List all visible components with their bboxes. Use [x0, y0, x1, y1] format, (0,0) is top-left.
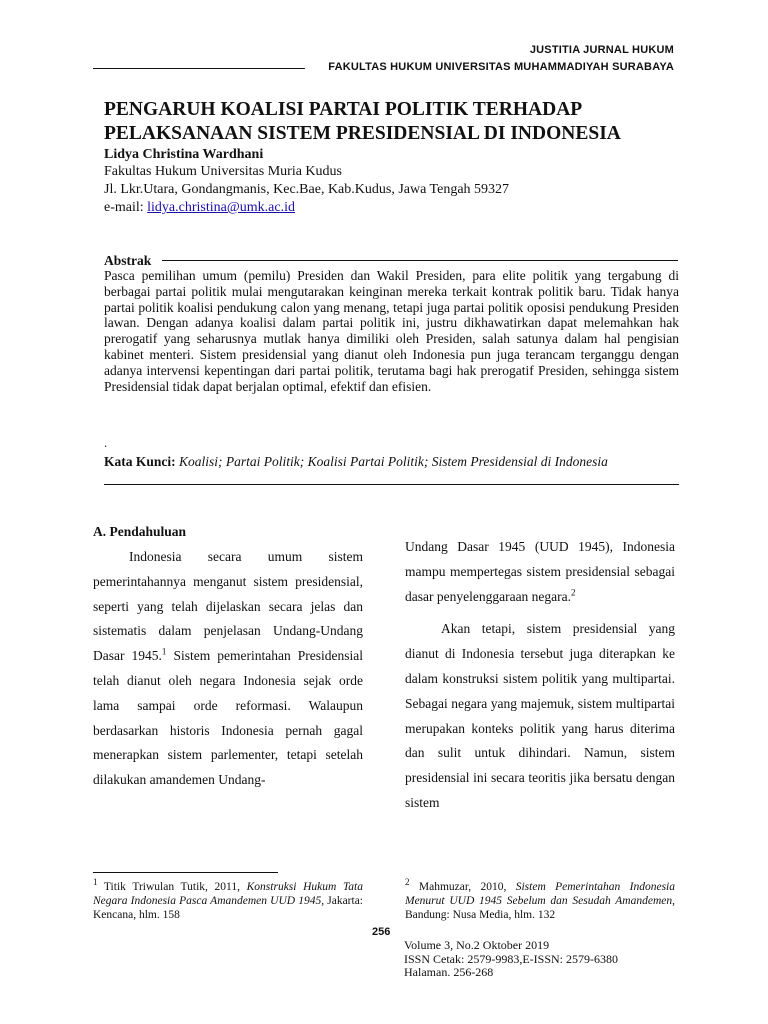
abstract-rule — [162, 260, 678, 261]
left-paragraph-cont: Sistem pemerintahan Presidensial telah dianut oleh negara Indonesia sejak orde lama sampai orde reformasi. Walaupun berdasarkan historis Indonesia pernah gagal menerapkan sistem parlementer, tetapi setelah dilakukan amandemen Undang- — [93, 648, 363, 788]
keywords — [104, 454, 608, 470]
right-paragraph-2: Akan tetapi, sistem presidensial yang dianut di Indonesia tersebut juga diterapkan ke dalam konstruksi sistem politik yang multipartai. Sebagai negara yang majemuk, sistem multipartai merupakan konteks politik yang harus diterima dan sulit untuk dihindari. Namun, sistem presidensial ini secara teoritis jika bersatu dengan sistem — [405, 621, 675, 810]
abstract-body: Pasca pemilihan umum (pemilu) Presiden dan Wakil Presiden, para elite politik yang tergabung di berbagai partai politik mulai mengutarakan keinginan mereka terkait kontrak politik baru. Tidak hanya partai politik koalisi pendukung calon yang menang, tetapi juga partai politik oposisi pendukung Presiden lawan. Dengan adanya koalisi dalam partai politik ini, justru dikhawatirkan dapat melemahkan hak prerogatif yang seharusnya mutlak hanya dimiliki oleh Presiden, salah satunya dalam hal pengisian kabinet menteri. Sistem presidensial yang dianut oleh Indonesia pun juga terancam terganggu dengan adanya intervensi kepentingan dari partai politik, terutama bagi hak prerogatif Presiden, sehingga sistem Presidensial tidak dapat berjalan optimal, efektif dan efisien. — [104, 268, 679, 394]
right-paragraph-1-text: Undang Dasar 1945 (UUD 1945), Indonesia mampu mempertegas sistem presidensial sebagai dasar penyelenggaraan negara. — [405, 539, 675, 604]
footnote-1-post: , Jakarta: Kencana, hlm. 158 — [93, 895, 363, 921]
email-line — [104, 199, 295, 218]
address: Jl. Lkr.Utara, Gondangmanis, Kec.Bae, Kab.Kudus, Jawa Tengah 59327 — [104, 182, 510, 197]
keywords-list: Koalisi; Partai Politik; Koalisi Partai Politik; Sistem Presidensial di Indonesia — [179, 454, 608, 469]
footnote-2-title: Sistem Pemerintahan Indonesia Menurut UUD 1945 Sebelum dan Sesudah Amandemen — [405, 881, 675, 907]
footnote-1-title: Konstruksi Hukum Tata Negara Indonesia Pasca Amandemen UUD 1945 — [93, 881, 363, 907]
author-name: Lidya Christina Wardhani — [104, 147, 264, 162]
left-column — [93, 545, 363, 793]
volume: Volume 3, No.2 Oktober 2019 — [404, 938, 550, 952]
footnote-1-pre: Titik Triwulan Tutik, 2011, — [97, 881, 247, 893]
issn: ISSN Cetak: 2579-9983,E-ISSN: 2579-6380 — [404, 951, 618, 966]
header-rule — [93, 68, 305, 69]
left-paragraph — [93, 545, 363, 793]
affiliation: Fakultas Hukum Universitas Muria Kudus — [104, 164, 342, 179]
footnote-rule — [93, 872, 278, 873]
title-line-1: PENGARUH KOALISI PARTAI POLITIK TERHADAP — [104, 99, 583, 120]
footnote-1-mark: 1 — [93, 877, 98, 888]
footnote-2-pre: Mahmuzar, 2010, — [409, 881, 516, 893]
volume-info — [404, 939, 618, 980]
journal-name: JUSTITIA JURNAL HUKUM — [529, 44, 674, 56]
faculty-name: FAKULTAS HUKUM UNIVERSITAS MUHAMMADIYAH SURABAYA — [328, 61, 674, 73]
email-link[interactable]: lidya.christina@umk.ac.id — [147, 200, 295, 215]
abstract-heading: Abstrak — [104, 253, 152, 268]
keywords-rule — [104, 484, 679, 485]
paper-title — [104, 98, 684, 146]
footnote-2 — [405, 877, 675, 922]
footnote-1 — [93, 877, 363, 922]
abstract-dot: . — [104, 435, 108, 450]
page-number: 256 — [372, 926, 391, 938]
email-label: e-mail: — [104, 200, 148, 215]
title-line-2: PELAKSANAAN SISTEM PRESIDENSIAL DI INDONESIA — [104, 123, 621, 144]
left-paragraph-text: Indonesia secara umum sistem pemerintahannya menganut sistem presidensial, seperti yang telah dijelaskan secara jelas dan sistematis dalam penjelasan Undang-Undang Dasar 1945. — [93, 549, 363, 664]
footnote-2-mark: 2 — [405, 877, 410, 888]
footnote-ref-1[interactable]: 1 — [161, 646, 167, 657]
footnote-2-post: , Bandung: Nusa Media, hlm. 132 — [405, 895, 675, 921]
keywords-label: Kata Kunci: — [104, 454, 180, 469]
right-paragraph-1 — [405, 535, 675, 609]
section-heading: A. Pendahuluan — [93, 524, 187, 539]
footnote-ref-2[interactable]: 2 — [571, 587, 576, 598]
right-column — [405, 535, 675, 816]
page-range: Halaman. 256-268 — [404, 965, 494, 979]
